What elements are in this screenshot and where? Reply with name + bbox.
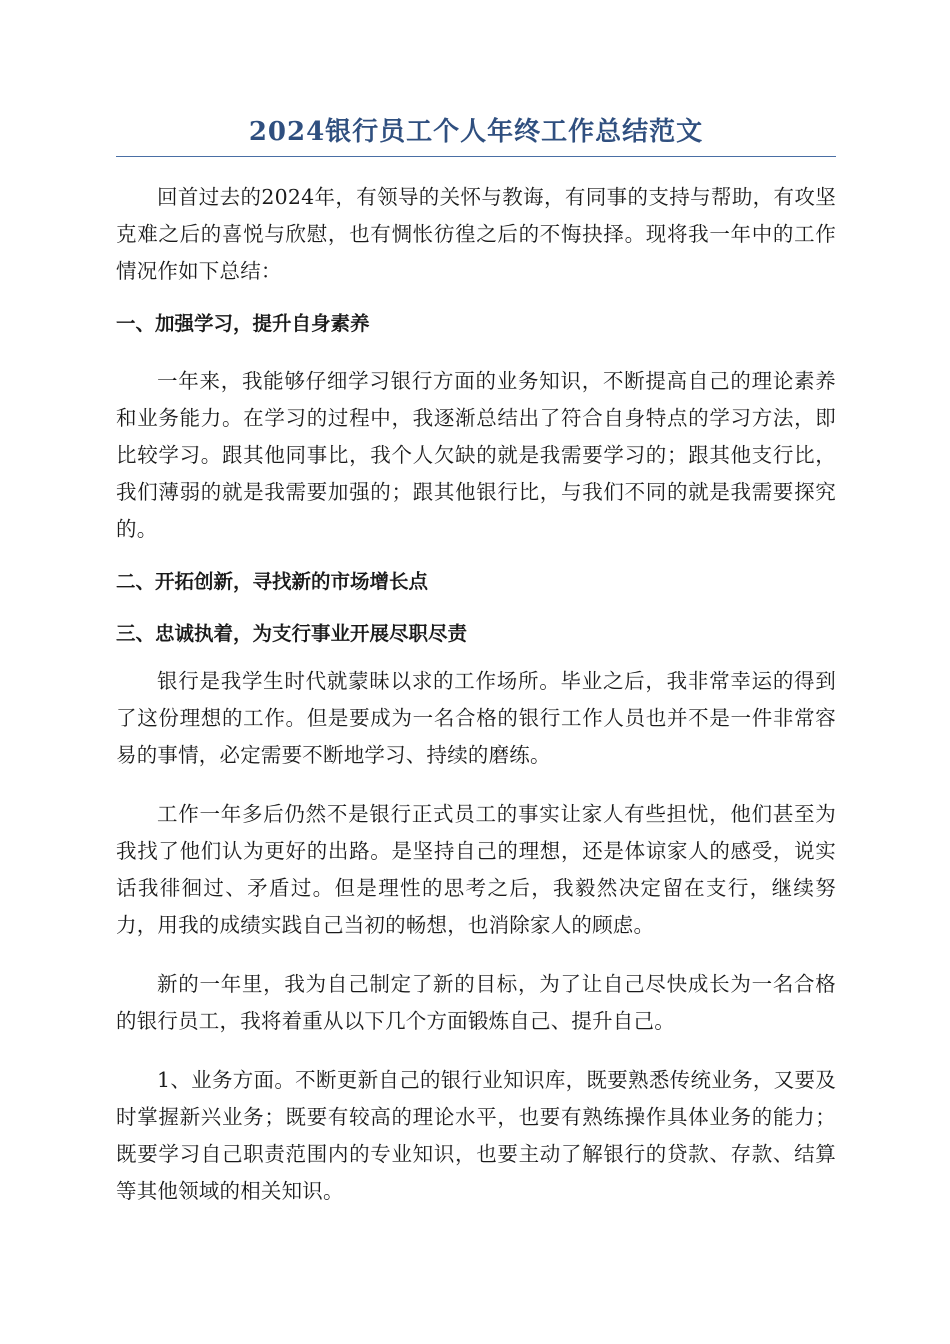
section3-paragraph-1: 银行是我学生时代就蒙昧以求的工作场所。毕业之后，我非常幸运的得到了这份理想的工作。但是要成为一名合格的银行工作人员也并不是一件非常容易的事情，必定需要不断地学习、持续的磨练。 bbox=[116, 669, 836, 767]
section3-paragraph-3: 新的一年里，我为自己制定了新的目标，为了让自己尽快成长为一名合格的银行员工，我将着重从以下几个方面锻炼自己、提升自己。 bbox=[116, 972, 836, 1033]
section3-paragraph-4: 1、业务方面。不断更新自己的银行业知识库，既要熟悉传统业务，又要及时掌握新兴业务；既要有较高的理论水平，也要有熟练操作具体业务的能力；既要学习自己职责范围内的专业知识，也要主动了解银行的贷款、存款、结算等其他领域的相关知识。 bbox=[116, 1068, 836, 1203]
document-page bbox=[116, 112, 836, 1210]
section1-paragraph: 一年来，我能够仔细学习银行方面的业务知识，不断提高自己的理论素养和业务能力。在学习的过程中，我逐渐总结出了符合自身特点的学习方法，即比较学习。跟其他同事比，我个人欠缺的就是我需要学习的；跟其他支行比，我们薄弱的就是我需要加强的；跟其他银行比，与我们不同的就是我需要探究的。 bbox=[116, 369, 836, 541]
section3-paragraph-2: 工作一年多后仍然不是银行正式员工的事实让家人有些担忧，他们甚至为我找了他们认为更好的出路。是坚持自己的理想，还是体谅家人的感受，说实话我徘徊过、矛盾过。但是理性的思考之后，我毅然决定留在支行，继续努力，用我的成绩实践自己当初的畅想，也消除家人的顾虑。 bbox=[116, 802, 836, 937]
intro-paragraph: 回首过去的2024年，有领导的关怀与教诲，有同事的支持与帮助，有攻坚克难之后的喜悦与欣慰，也有惆怅彷徨之后的不悔抉择。现将我一年中的工作情况作如下总结： bbox=[116, 185, 836, 283]
section-heading-3: 三、忠诚执着，为支行事业开展尽职尽责 bbox=[116, 622, 468, 645]
section-heading-1: 一、加强学习，提升自身素养 bbox=[116, 312, 370, 335]
section-heading-2: 二、开拓创新，寻找新的市场增长点 bbox=[116, 570, 429, 593]
document-title: 2024银行员工个人年终工作总结范文 bbox=[116, 112, 836, 157]
